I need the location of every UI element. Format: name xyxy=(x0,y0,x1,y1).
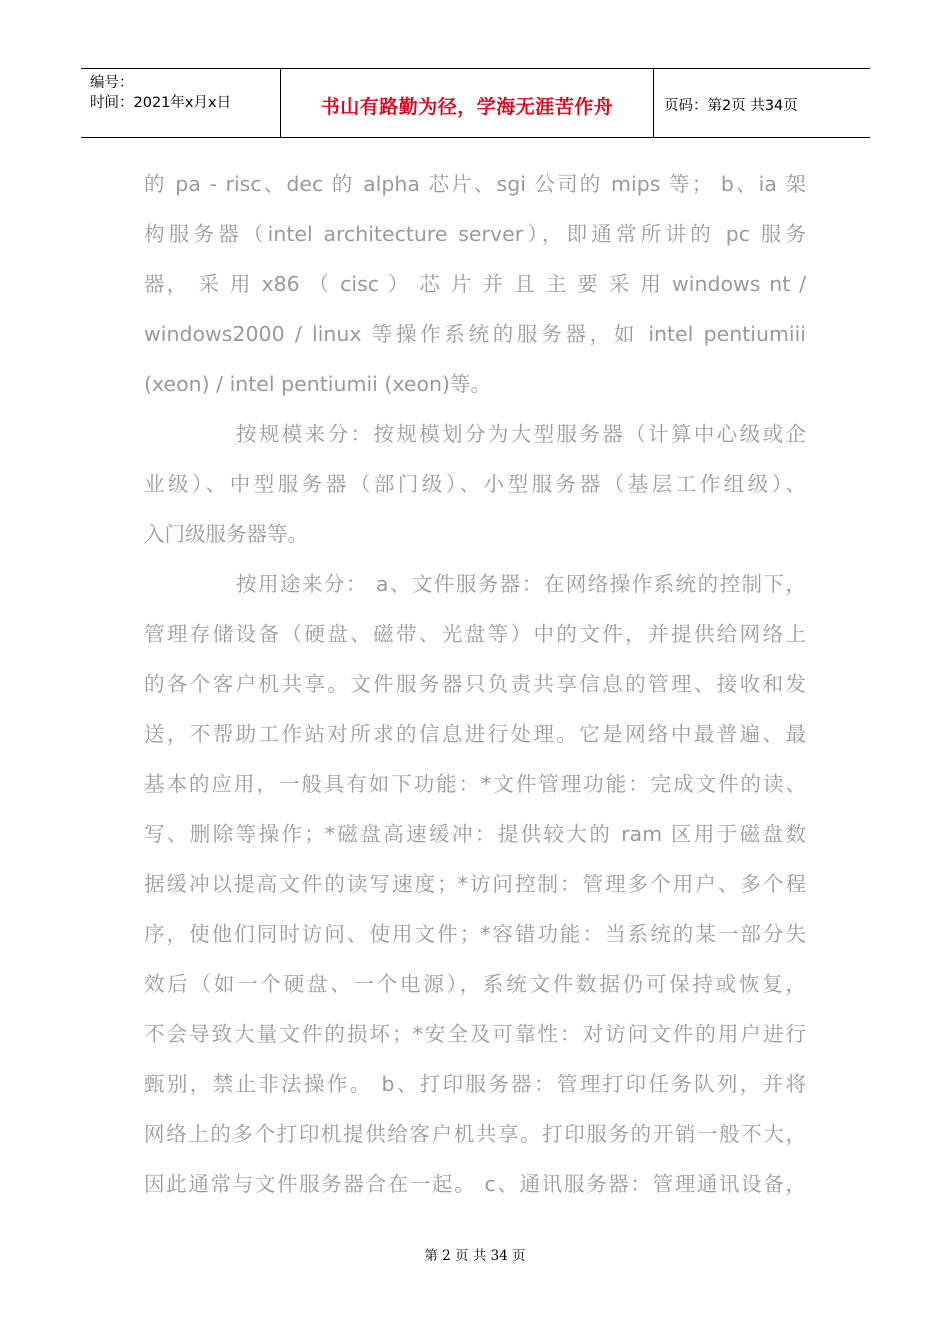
body-line: 的 pa - risc、dec 的 alpha 芯片、sgi 公司的 mips 等； b、ia 架 xyxy=(144,172,806,196)
body-line: 按规模来分：按规模划分为大型服务器（计算中心级或企 xyxy=(236,422,806,446)
body-line: 不会导致大量文件的损坏；*安全及可靠性：对访问文件的用户进行 xyxy=(144,1022,806,1046)
body-line: 业级）、中型服务器（部门级）、小型服务器（基层工作组级）、 xyxy=(144,472,806,496)
document-header xyxy=(81,68,870,138)
body-line: 送，不帮助工作站对所求的信息进行处理。它是网络中最普遍、最 xyxy=(144,722,806,746)
body-line: 的各个客户机共享。文件服务器只负责共享信息的管理、接收和发 xyxy=(144,672,806,696)
body-line: 按用途来分： a、文件服务器：在网络操作系统的控制下， xyxy=(236,572,806,596)
page-footer: 第 2 页 共 34 页 xyxy=(424,1248,526,1264)
body-line: (xeon) / intel pentiumii (xeon)等。 xyxy=(144,372,491,396)
document-date: 时间：2021年x月x日 xyxy=(90,95,232,111)
body-line: 网络上的多个打印机提供给客户机共享。打印服务的开销一般不大， xyxy=(144,1122,806,1146)
body-line: 据缓冲以提高文件的读写速度；*访问控制：管理多个用户、多个程 xyxy=(144,872,806,896)
header-left-cell xyxy=(81,69,280,137)
body-line: 器， 采 用 x86 （ cisc ） 芯 片 并 且 主 要 采 用 windows nt / xyxy=(144,272,806,296)
body-line: 甄别，禁止非法操作。 b、打印服务器：管理打印任务队列，并将 xyxy=(144,1072,806,1096)
body-line: 构服务器（intel architecture server），即通常所讲的 pc 服务 xyxy=(144,222,806,246)
body-line: 基本的应用，一般具有如下功能：*文件管理功能：完成文件的读、 xyxy=(144,772,806,796)
document-number-label: 编号： xyxy=(90,75,134,91)
body-line: 效后（如一个硬盘、一个电源），系统文件数据仍可保持或恢复， xyxy=(144,972,806,996)
header-right-cell xyxy=(653,69,870,137)
document-body xyxy=(144,159,806,1209)
header-center-cell xyxy=(280,69,654,137)
body-line: 序，使他们同时访问、使用文件；*容错功能：当系统的某一部分失 xyxy=(144,922,806,946)
body-line: 写、删除等操作；*磁盘高速缓冲：提供较大的 ram 区用于磁盘数 xyxy=(144,822,806,846)
body-line: 因此通常与文件服务器合在一起。 c、通讯服务器：管理通讯设备， xyxy=(144,1172,806,1196)
body-line: 管理存储设备（硬盘、磁带、光盘等）中的文件，并提供给网络上 xyxy=(144,622,806,646)
header-motto: 书山有路勤为径，学海无涯苦作舟 xyxy=(320,96,614,118)
body-line: windows2000 / linux 等操作系统的服务器，如 intel pentiumiii xyxy=(144,322,806,346)
header-page-info: 页码：第2页 共34页 xyxy=(664,98,798,114)
body-line: 入门级服务器等。 xyxy=(144,522,308,546)
